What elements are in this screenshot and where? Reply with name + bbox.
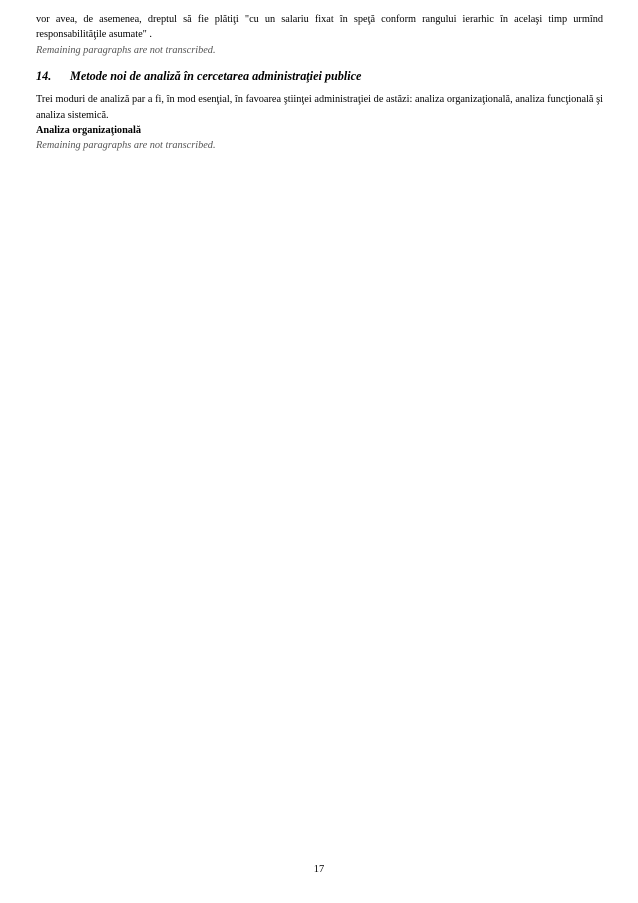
section-title: Metode noi de analiză în cercetarea administraţiei publice [70, 69, 362, 84]
section-number: 14. [36, 69, 52, 84]
section-heading [36, 68, 603, 84]
subheading-analiza-organizationala: Analiza organizaţională [36, 125, 141, 137]
page-body [36, 12, 603, 154]
paragraph-intro: Trei moduri de analiză par a fi, în mod esenţial, în favoarea ştiinţei administraţiei de astăzi: analiza organizaţională, analiza funcţională şi analiza sistemică. [36, 94, 603, 121]
omitted-note: Remaining paragraphs are not transcribed. [36, 140, 216, 152]
paragraph-opening: vor avea, de asemenea, dreptul să fie plătiţi "cu un salariu fixat în speţă conform rangului ierarhic în acelaşi timp urmînd responsabilităţile asumate" . [36, 14, 603, 41]
page-number: 17 [313, 864, 325, 875]
omitted-note: Remaining paragraphs are not transcribed. [36, 44, 216, 56]
